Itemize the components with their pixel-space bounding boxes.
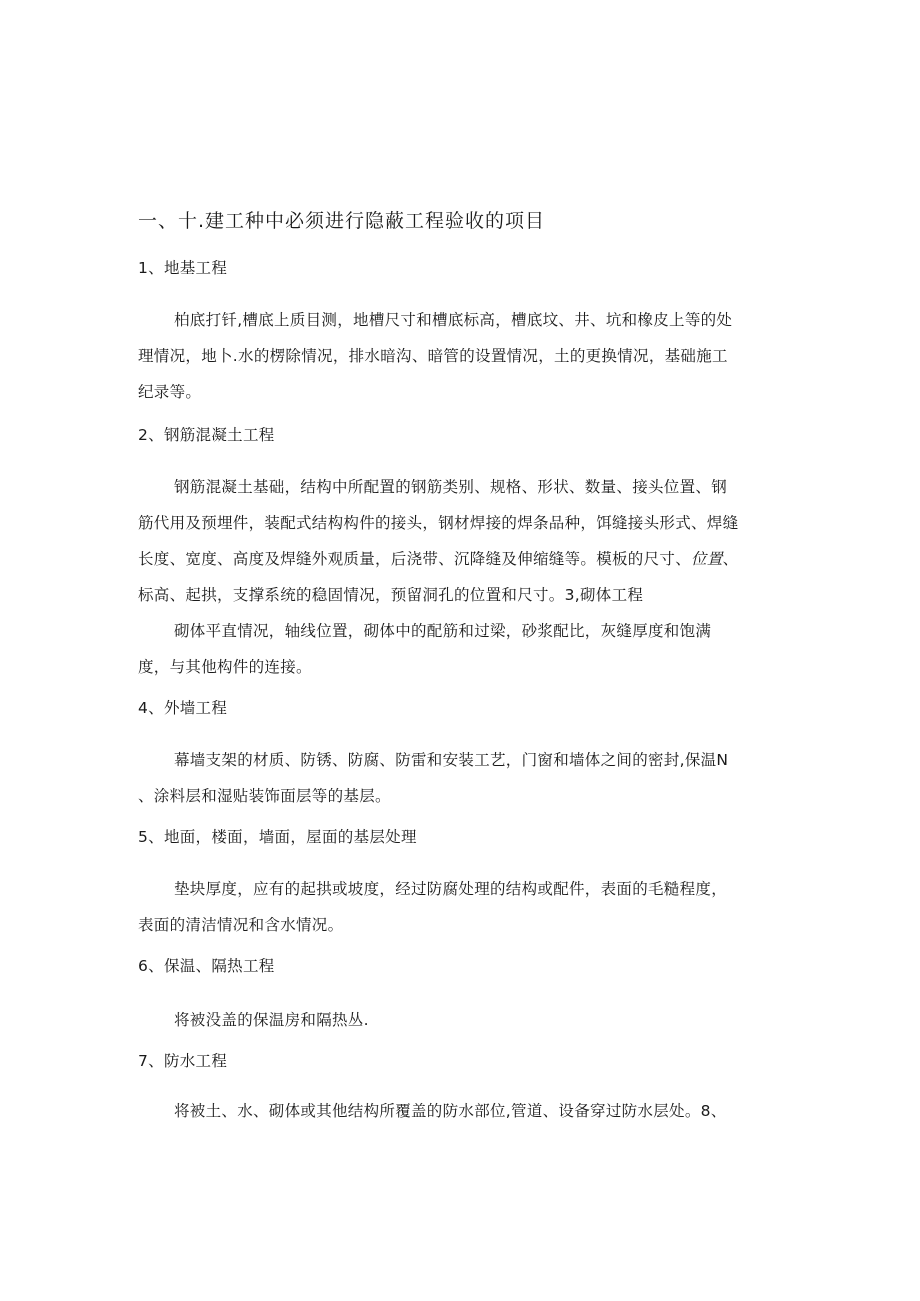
- paragraph-line: 表面的清洁情况和含水情况。: [138, 916, 344, 934]
- paragraph-line: 将被没盖的保温房和隔热丛.: [174, 1011, 369, 1029]
- section-heading-4: 4、外墙工程: [138, 699, 228, 717]
- text-run: 、: [722, 550, 739, 568]
- paragraph-line: 将被土、水、砌体或其他结构所覆盖的防水部位,管道、设备穿过防水层处。8、: [174, 1102, 727, 1120]
- paragraph-line: 理情况，地卜.水的楞除情况，排水暗沟、暗管的设置情况，土的更换情况，基础施工: [138, 347, 728, 365]
- paragraph-line: 砌体平直情况，轴线位置，砌体中的配筋和过梁，砂浆配比，灰缝厚度和饱满: [174, 622, 712, 640]
- paragraph-line: 、涂料层和湿贴装饰面层等的基层。: [138, 787, 391, 805]
- paragraph-line: 柏底打钎,槽底上质目测，地槽尺寸和槽底标高，槽底坟、井、坑和橡皮上等的处: [174, 311, 733, 329]
- section-heading-6: 6、保温、隔热工程: [138, 957, 275, 975]
- section-heading-1: 1、地基工程: [138, 259, 228, 277]
- text-run-italic: 位置: [691, 550, 723, 568]
- section-heading-2: 2、钢筋混凝土工程: [138, 426, 275, 444]
- section-heading-7: 7、防水工程: [138, 1052, 228, 1070]
- paragraph-line: 标高、起拱，支撑系统的稳固情况，预留洞孔的位置和尺寸。3,砌体工程: [138, 586, 644, 604]
- paragraph-line: 钢筋混凝土基础，结构中所配置的钢筋类别、规格、形状、数量、接头位置、钢: [174, 478, 728, 496]
- paragraph-line: 垫块厚度，应有的起拱或坡度，经过防腐处理的结构或配件，表面的毛糙程度，: [174, 880, 728, 898]
- section-heading-5: 5、地面，楼面，墙面，屋面的基层处理: [138, 828, 417, 846]
- paragraph-line: 筋代用及预埋件，装配式结构构件的接头，钢材焊接的焊条品种，饵缝接头形式、焊缝: [138, 514, 739, 532]
- paragraph-line: 纪录等。: [138, 383, 202, 401]
- paragraph-line: [138, 549, 738, 569]
- text-run: 长度、宽度、高度及焊缝外观质量，后浇带、沉降缝及伸缩缝等。模板的尺寸、: [138, 550, 692, 568]
- paragraph-line: 幕墙支架的材质、防锈、防腐、防雷和安装工艺，门窗和墙体之间的密封,保温N: [174, 751, 729, 769]
- paragraph-line: 度，与其他构件的连接。: [138, 658, 312, 676]
- doc-title: 一、十.建工种中必须进行隐蔽工程验收的项目: [138, 210, 546, 232]
